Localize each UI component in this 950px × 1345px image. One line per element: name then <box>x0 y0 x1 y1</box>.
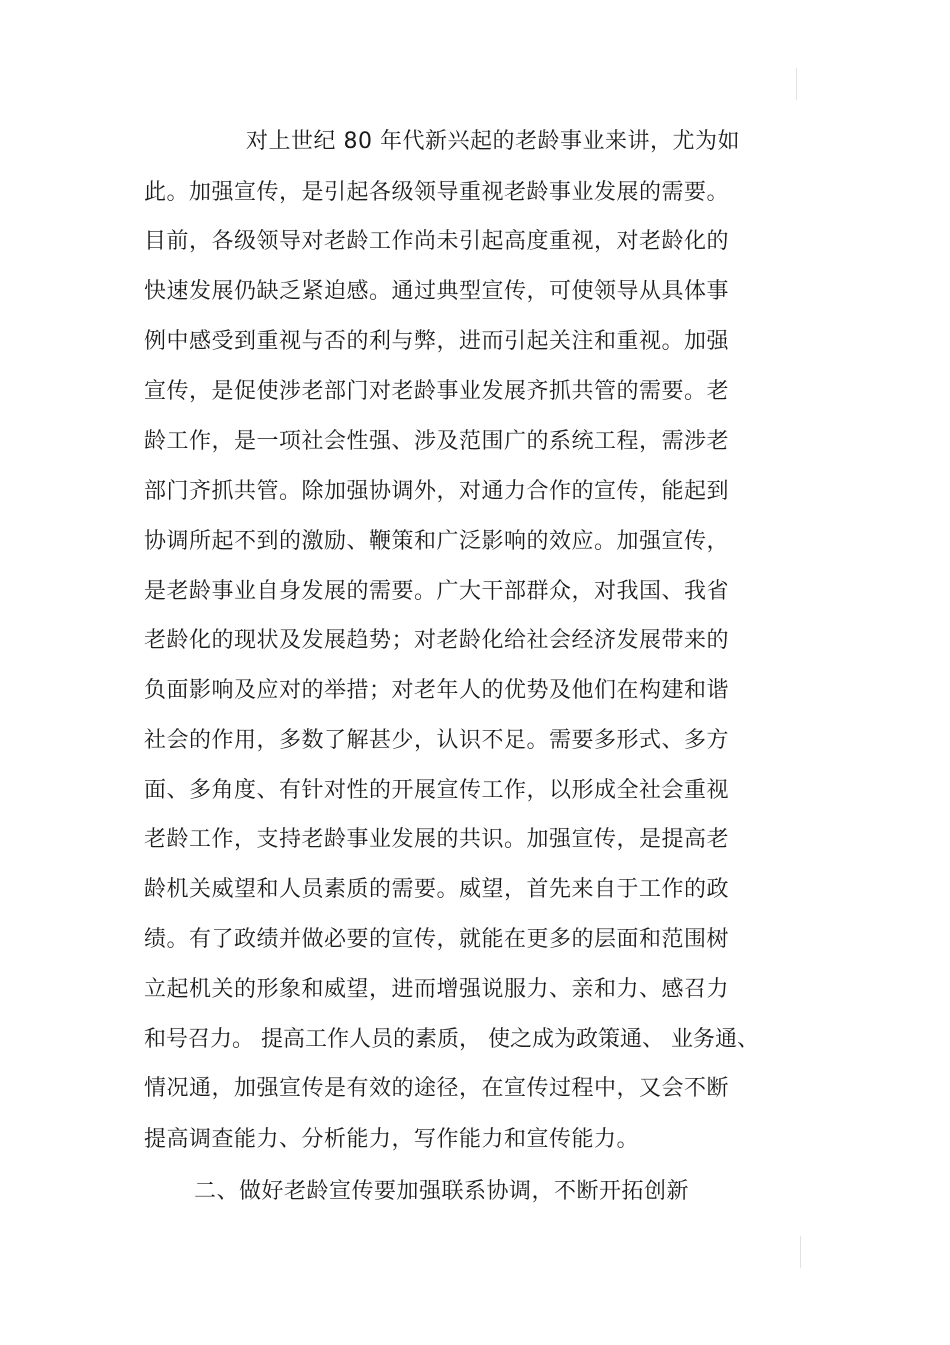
text-line-6: 宣传，是促使涉老部门对老龄事业发展齐抓共管的需要。老 <box>144 379 730 404</box>
text-line-8: 部门齐抓共管。除加强协调外，对通力合作的宣传，能起到 <box>144 479 730 504</box>
text-line-1: 对上世纪 80 年代新兴起的老龄事业来讲，尤为如 <box>246 129 740 154</box>
text-line-10: 是老龄事业自身发展的需要。广大干部群众，对我国、我省 <box>144 579 730 604</box>
text-line-18: 立起机关的形象和威望，进而增强说服力、亲和力、感召力 <box>144 977 730 1002</box>
text-line-19: 和号召力。 提高工作人员的素质， 使之成为政策通、 业务通、 <box>144 1027 759 1052</box>
text-line-4: 快速发展仍缺乏紧迫感。通过典型宣传，可使领导从具体事 <box>144 279 730 304</box>
text-line-2: 此。加强宣传，是引起各级领导重视老龄事业发展的需要。 <box>144 180 730 205</box>
text-line-3: 目前，各级领导对老龄工作尚未引起高度重视，对老龄化的 <box>144 229 730 254</box>
text-line-16: 龄机关威望和人员素质的需要。威望，首先来自于工作的政 <box>144 877 730 902</box>
text-line-7: 龄工作，是一项社会性强、涉及范围广的系统工程，需涉老 <box>144 429 730 454</box>
page-edge-mark-top <box>796 68 797 100</box>
text-line-12: 负面影响及应对的举措；对老年人的优势及他们在构建和谐 <box>144 678 730 703</box>
text-line-9: 协调所起不到的激励、鞭策和广泛影响的效应。加强宣传， <box>144 529 730 554</box>
text-line-13: 社会的作用，多数了解甚少，认识不足。需要多形式、多方 <box>144 728 730 753</box>
text-line-15: 老龄工作，支持老龄事业发展的共识。加强宣传，是提高老 <box>144 827 730 852</box>
text-line-21: 提高调查能力、分析能力，写作能力和宣传能力。 <box>144 1127 640 1152</box>
page-edge-mark-bottom <box>800 1236 801 1268</box>
text-line-17: 绩。有了政绩并做必要的宣传，就能在更多的层面和范围树 <box>144 927 730 952</box>
text-line-20: 情况通，加强宣传是有效的途径，在宣传过程中，又会不断 <box>144 1076 730 1101</box>
text-line-5: 例中感受到重视与否的利与弊，进而引起关注和重视。加强 <box>144 329 730 354</box>
text-line-14: 面、多角度、有针对性的开展宣传工作，以形成全社会重视 <box>144 778 730 803</box>
section-heading: 二、做好老龄宣传要加强联系协调，不断开拓创新 <box>194 1179 690 1204</box>
text-line-11: 老龄化的现状及发展趋势；对老龄化给社会经济发展带来的 <box>144 628 730 653</box>
